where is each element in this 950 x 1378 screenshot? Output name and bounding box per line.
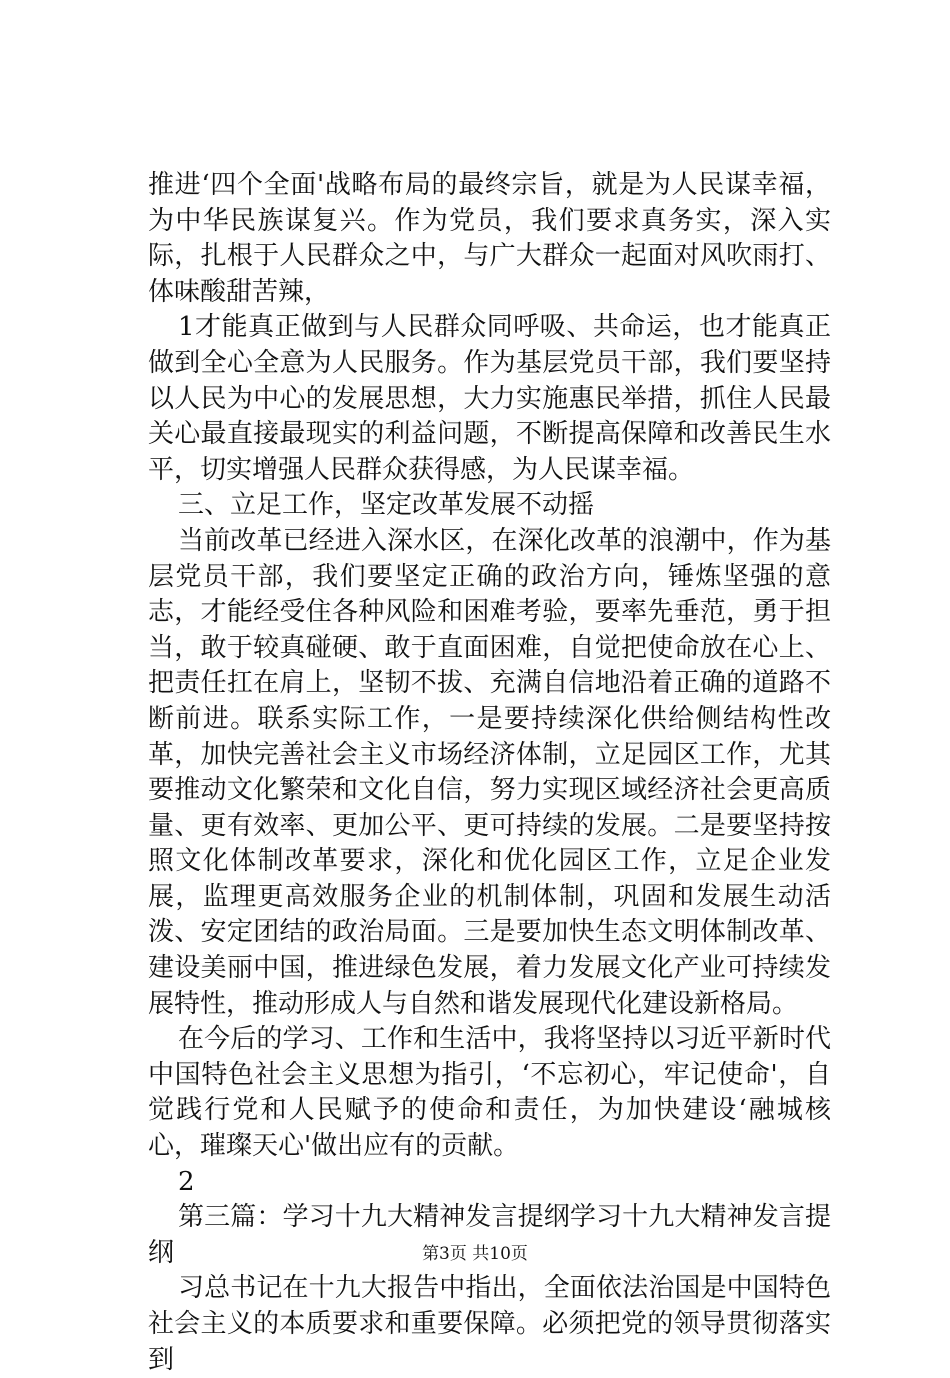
paragraph-2: 1才能真正做到与人民群众同呼吸、共命运，也才能真正做到全心全意为人民服务。作为基层党员干部，我们要坚持以人民为中心的发展思想，大力实施惠民举措，抓住人民最关心最直接最现实的利益问题，不断提高保障和改善民生水平，切实增强人民群众获得感，为人民谋幸福。 bbox=[148, 312, 831, 485]
document-body bbox=[148, 168, 831, 1378]
page-footer: 第3页 共10页 bbox=[422, 1244, 528, 1264]
page-number-marker: 2 bbox=[178, 1166, 195, 1197]
section-heading-3: 三、立足工作，坚定改革发展不动摇 bbox=[178, 490, 595, 521]
chapter-title: 第三篇：学习十九大精神发言提纲学习十九大精神发言提纲 bbox=[148, 1202, 831, 1268]
paragraph-8: 习总书记在十九大报告中指出，全面依法治国是中国特色社会主义的本质要求和重要保障。必须把党的领导贯彻落实到 bbox=[148, 1273, 831, 1375]
paragraph-4: 当前改革已经进入深水区，在深化改革的浪潮中，作为基层党员干部，我们要坚定正确的政治方向，锤炼坚强的意志，才能经受住各种风险和困难考验，要率先垂范，勇于担当，敢于较真碰硬、敢于直面困难，自觉把使命放在心上、把责任扛在肩上，坚韧不拔、充满自信地沿着正确的道路不断前进。联系实际工作，一是要持续深化供给侧结构性改革，加快完善社会主义市场经济体制，立足园区工作，尤其要推动文化繁荣和文化自信，努力实现区域经济社会更高质量、更有效率、更加公平、更可持续的发展。二是要坚持按照文化体制改革要求，深化和优化园区工作，立足企业发展，监理更高效服务企业的机制体制，巩固和发展生动活泼、安定团结的政治局面。三是要加快生态文明体制改革、建设美丽中国，推进绿色发展，着力发展文化产业可持续发展特性，推动形成人与自然和谐发展现代化建设新格局。 bbox=[148, 525, 831, 1019]
paragraph-1: 推进‘四个全面'战略布局的最终宗旨，就是为人民谋幸福，为中华民族谋复兴。作为党员，我们要求真务实，深入实际，扎根于人民群众之中，与广大群众一起面对风吹雨打、体味酸甜苦辣， bbox=[148, 170, 831, 307]
paragraph-5: 在今后的学习、工作和生活中，我将坚持以习近平新时代中国特色社会主义思想为指引，‘不忘初心，牢记使命'，自觉践行党和人民赋予的使命和责任，为加快建设‘融城核心，璀璨天心'做出应有的贡献。 bbox=[148, 1024, 831, 1162]
